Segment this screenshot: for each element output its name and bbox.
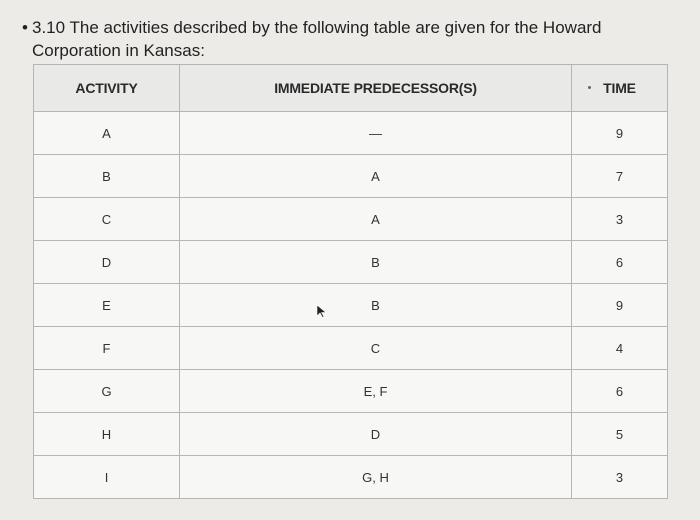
time-cell: 5 — [572, 413, 668, 456]
activity-cell: C — [34, 198, 180, 241]
activity-cell: I — [34, 456, 180, 499]
table-row — [34, 413, 668, 456]
table-row — [34, 456, 668, 499]
activity-cell: B — [34, 155, 180, 198]
predecessor-cell: B — [180, 284, 572, 327]
bullet-marker: • — [22, 18, 28, 37]
predecessor-cell: A — [180, 155, 572, 198]
activity-cell: A — [34, 112, 180, 155]
predecessor-cell: A — [180, 198, 572, 241]
header-immediate-predecessors: IMMEDIATE PREDECESSOR(S) — [180, 65, 572, 112]
table-row — [34, 198, 668, 241]
predecessor-cell: E, F — [180, 370, 572, 413]
mouse-pointer-icon — [316, 304, 328, 318]
time-cell: 4 — [572, 327, 668, 370]
predecessor-cell: C — [180, 327, 572, 370]
table-row — [34, 327, 668, 370]
time-cell: 7 — [572, 155, 668, 198]
predecessor-cell: D — [180, 413, 572, 456]
header-dot-mark — [588, 86, 591, 89]
table-row — [34, 112, 668, 155]
table-row — [34, 241, 668, 284]
predecessor-cell: B — [180, 241, 572, 284]
activities-table — [33, 64, 668, 499]
time-cell: 6 — [572, 370, 668, 413]
predecessor-cell: — — [180, 112, 572, 155]
activity-cell: E — [34, 284, 180, 327]
predecessor-cell: G, H — [180, 456, 572, 499]
table-header-row — [34, 65, 668, 112]
time-cell: 3 — [572, 198, 668, 241]
problem-statement — [22, 16, 672, 62]
header-time: TIME — [572, 65, 668, 112]
table-row — [34, 284, 668, 327]
problem-text: 3.10 The activities described by the following table are given for the Howard Corporation in Kansas: — [32, 18, 602, 60]
activity-cell: H — [34, 413, 180, 456]
activity-cell: F — [34, 327, 180, 370]
header-activity: ACTIVITY — [34, 65, 180, 112]
table-row — [34, 370, 668, 413]
table-row — [34, 155, 668, 198]
time-cell: 6 — [572, 241, 668, 284]
time-cell: 9 — [572, 284, 668, 327]
activity-cell: G — [34, 370, 180, 413]
activity-cell: D — [34, 241, 180, 284]
time-cell: 3 — [572, 456, 668, 499]
time-cell: 9 — [572, 112, 668, 155]
